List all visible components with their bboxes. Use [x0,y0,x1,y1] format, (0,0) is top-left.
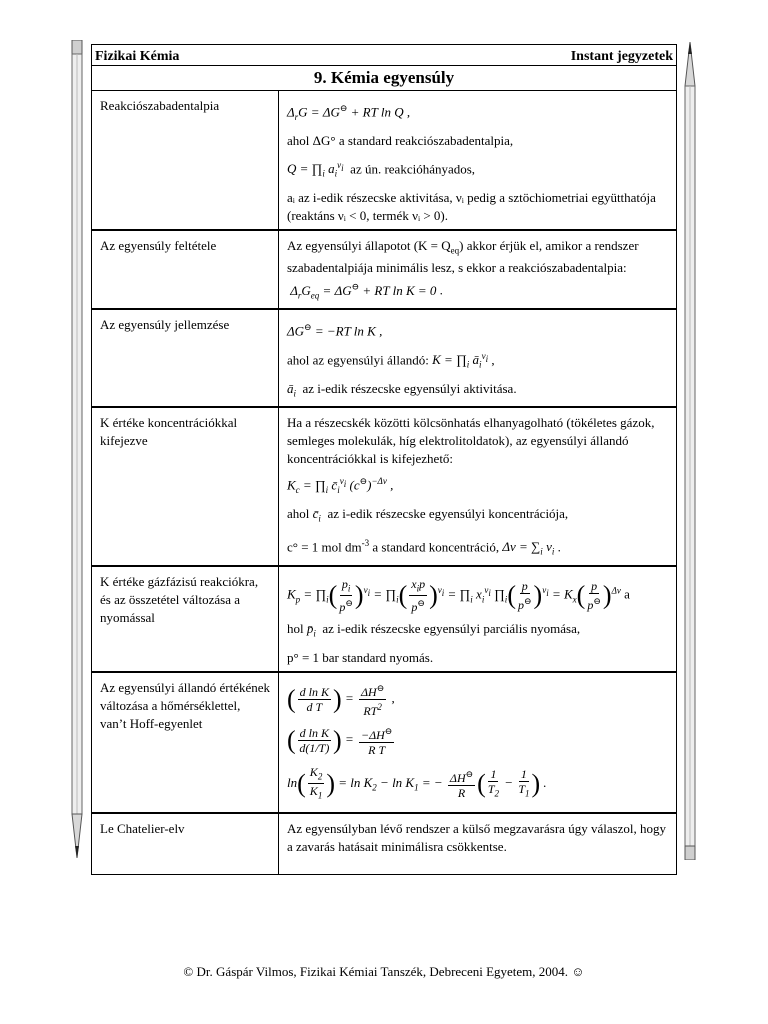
row-content [279,566,677,672]
table-row [92,91,676,230]
formula-kc: $K_c$ = $\prod_i$ $c̄_i^{\nu_i}$ $(c^⊖)^{-\Delta\nu}$ , [287,476,394,496]
partial-pressure-line: hol $p̄_i$ az i-edik részecske egyensúlyi parciális nyomása, [287,621,581,639]
row-label: K értéke gázfázisú reakciókra, és az összetétel változása a nyomással [92,566,279,672]
header-right: Instant jegyzetek [570,49,673,64]
row-label: Le Chatelier-elv [92,813,279,874]
notes-table [92,91,676,874]
table-row [92,566,676,672]
note-sheet [91,44,677,875]
table-row [92,672,676,814]
standard-concentration-line: c° = 1 mol $dm^{-3}$ a standard koncentráció, $\Delta\nu = \sum_i$ $\nu_i$ . [287,537,561,557]
text-line: ) akkor érjük el, amikor a rendszer szabadentalpiája minimális lesz, s ekkor a reakciószabadentalpia: [287,237,639,276]
pencil-left-decoration [70,40,84,860]
text-line: Ha a részecskék közötti kölcsönhatás elhanyagolható (tökéletes gázok, semleges molekulák, híg elektrolitoldatok), az egyensúlyi állandó koncentrációkkal is kifejezhető: [287,415,655,467]
text-line: ahol az egyensúlyi állandó: [287,352,429,368]
row-label: Az egyensúlyi állandó értékének változása a hőmérséklettel, van’t Hoff-egyenlet [92,672,279,814]
text-line: ahol ΔG° a standard reakciószabadentalpia, [287,132,514,148]
table-row [92,230,676,310]
formula-vant-hoff-2: ( $\frac{\text{d ln K}}{d(1/T)}$ ) = $\frac{-\Delta H^⊖}{\text{R T}}$ [287,725,393,757]
table-row [92,407,676,565]
row-content [279,407,677,565]
text-line: az i-edik részecske egyensúlyi aktivitása. [302,380,517,396]
row-label: Reakciószabadentalpia [92,91,279,230]
row-label: Az egyensúly feltétele [92,230,279,310]
row-content [279,309,677,407]
formula-reaction-gibbs: $\Delta_rG = \Delta G^⊖$ + RT ln Q , [287,103,411,122]
formula-vant-hoff-1: ( $\frac{\text{d ln K}}{\text{d T}}$ ) = $\frac{\Delta H^⊖}{RT^2}$ , [287,682,395,718]
page-title: 9. Kémia egyensúly [92,66,676,91]
text-line: Az egyensúlyi állapotot (K = Q [287,237,451,253]
formula-kp: $K_p$ = $\prod_i$( $\frac{p_i}{p^⊖}$ )$^{\nu_i} = \prod_i$( $\frac{x_ip}{p^⊖}$ )$^{\nu_i} = \prod_i$ $x_i^{\nu_i}$ $\prod_i$( $\frac{p}{p^⊖}$ )$^{\nu_i} = K_x$( $\frac{p}{p^⊖}$ )$^{\Delta\nu}$ a [287,576,630,615]
subscript-eq: eq [450,245,460,256]
text-line: aᵢ az i-edik részecske aktivitása, νᵢ pedig a sztöchiometriai együtthatója (reaktáns νᵢ < 0, termék νᵢ > 0). [287,189,656,223]
text-line: az ún. reakcióhányados, [350,161,476,177]
page-header [92,44,676,66]
formula-equilibrium-constant: ahol az egyensúlyi állandó: $K = \prod_i$ $ā_i^{\nu_i}$ , [287,350,495,370]
row-label: Az egyensúly jellemzése [92,309,279,407]
formula-standard-gibbs: ΔG⊖ = −RT ln K , [287,322,383,339]
table-row [92,813,676,874]
table-row [92,309,676,407]
row-content [279,91,677,230]
row-content: Az egyensúlyi állapotot $(K = Q_{eq})$ akkor érjük el, amikor a rendszer szabadentalpiája minimális lesz, s ekkor a reakciószabadentalpia: $\Delta_rG_{eq} = \Delta G^⊖$ + RT ln K = 0 . [279,230,677,310]
formula-equilibrium-condition: $\Delta_rG_{eq} = \Delta G^⊖$ + RT ln K = 0 [287,281,437,301]
page-footer: © Dr. Gáspár Vilmos, Fizikai Kémiai Tanszék, Debreceni Egyetem, 2004. ☺ [183,964,585,979]
row-label: K értéke koncentrációkkal kifejezve [92,407,279,565]
pencil-right-decoration [683,40,697,860]
formula-reaction-quotient: $Q = \prod_i$ $a_i^{\nu_i}$ az ún. reakcióhányados, [287,159,476,179]
row-content: Az egyensúlyban lévő rendszer a külső megzavarásra úgy válaszol, hogy a zavarás hatásait minimálisra csökkentse. [287,821,667,855]
header-left: Fizikai Kémia [95,49,180,64]
row-content [279,672,677,814]
formula-vant-hoff-integrated: ln( $\frac{K_2}{K_1}$ ) = $\ln K_2 - \ln K_1$ = − $\frac{\Delta H^⊖}{R}$ ( $\frac{1}{T_2}$ − $\frac{1}{T_1}$ ) . [287,764,547,801]
concentration-line: ahol $c̄_i$ az i-edik részecske egyensúlyi koncentrációja, [287,506,569,524]
activity-line: $ā_i$ az i-edik részecske egyensúlyi aktivitása. [287,380,517,399]
standard-pressure-line: p° = 1 bar standard nyomás. [287,649,434,665]
